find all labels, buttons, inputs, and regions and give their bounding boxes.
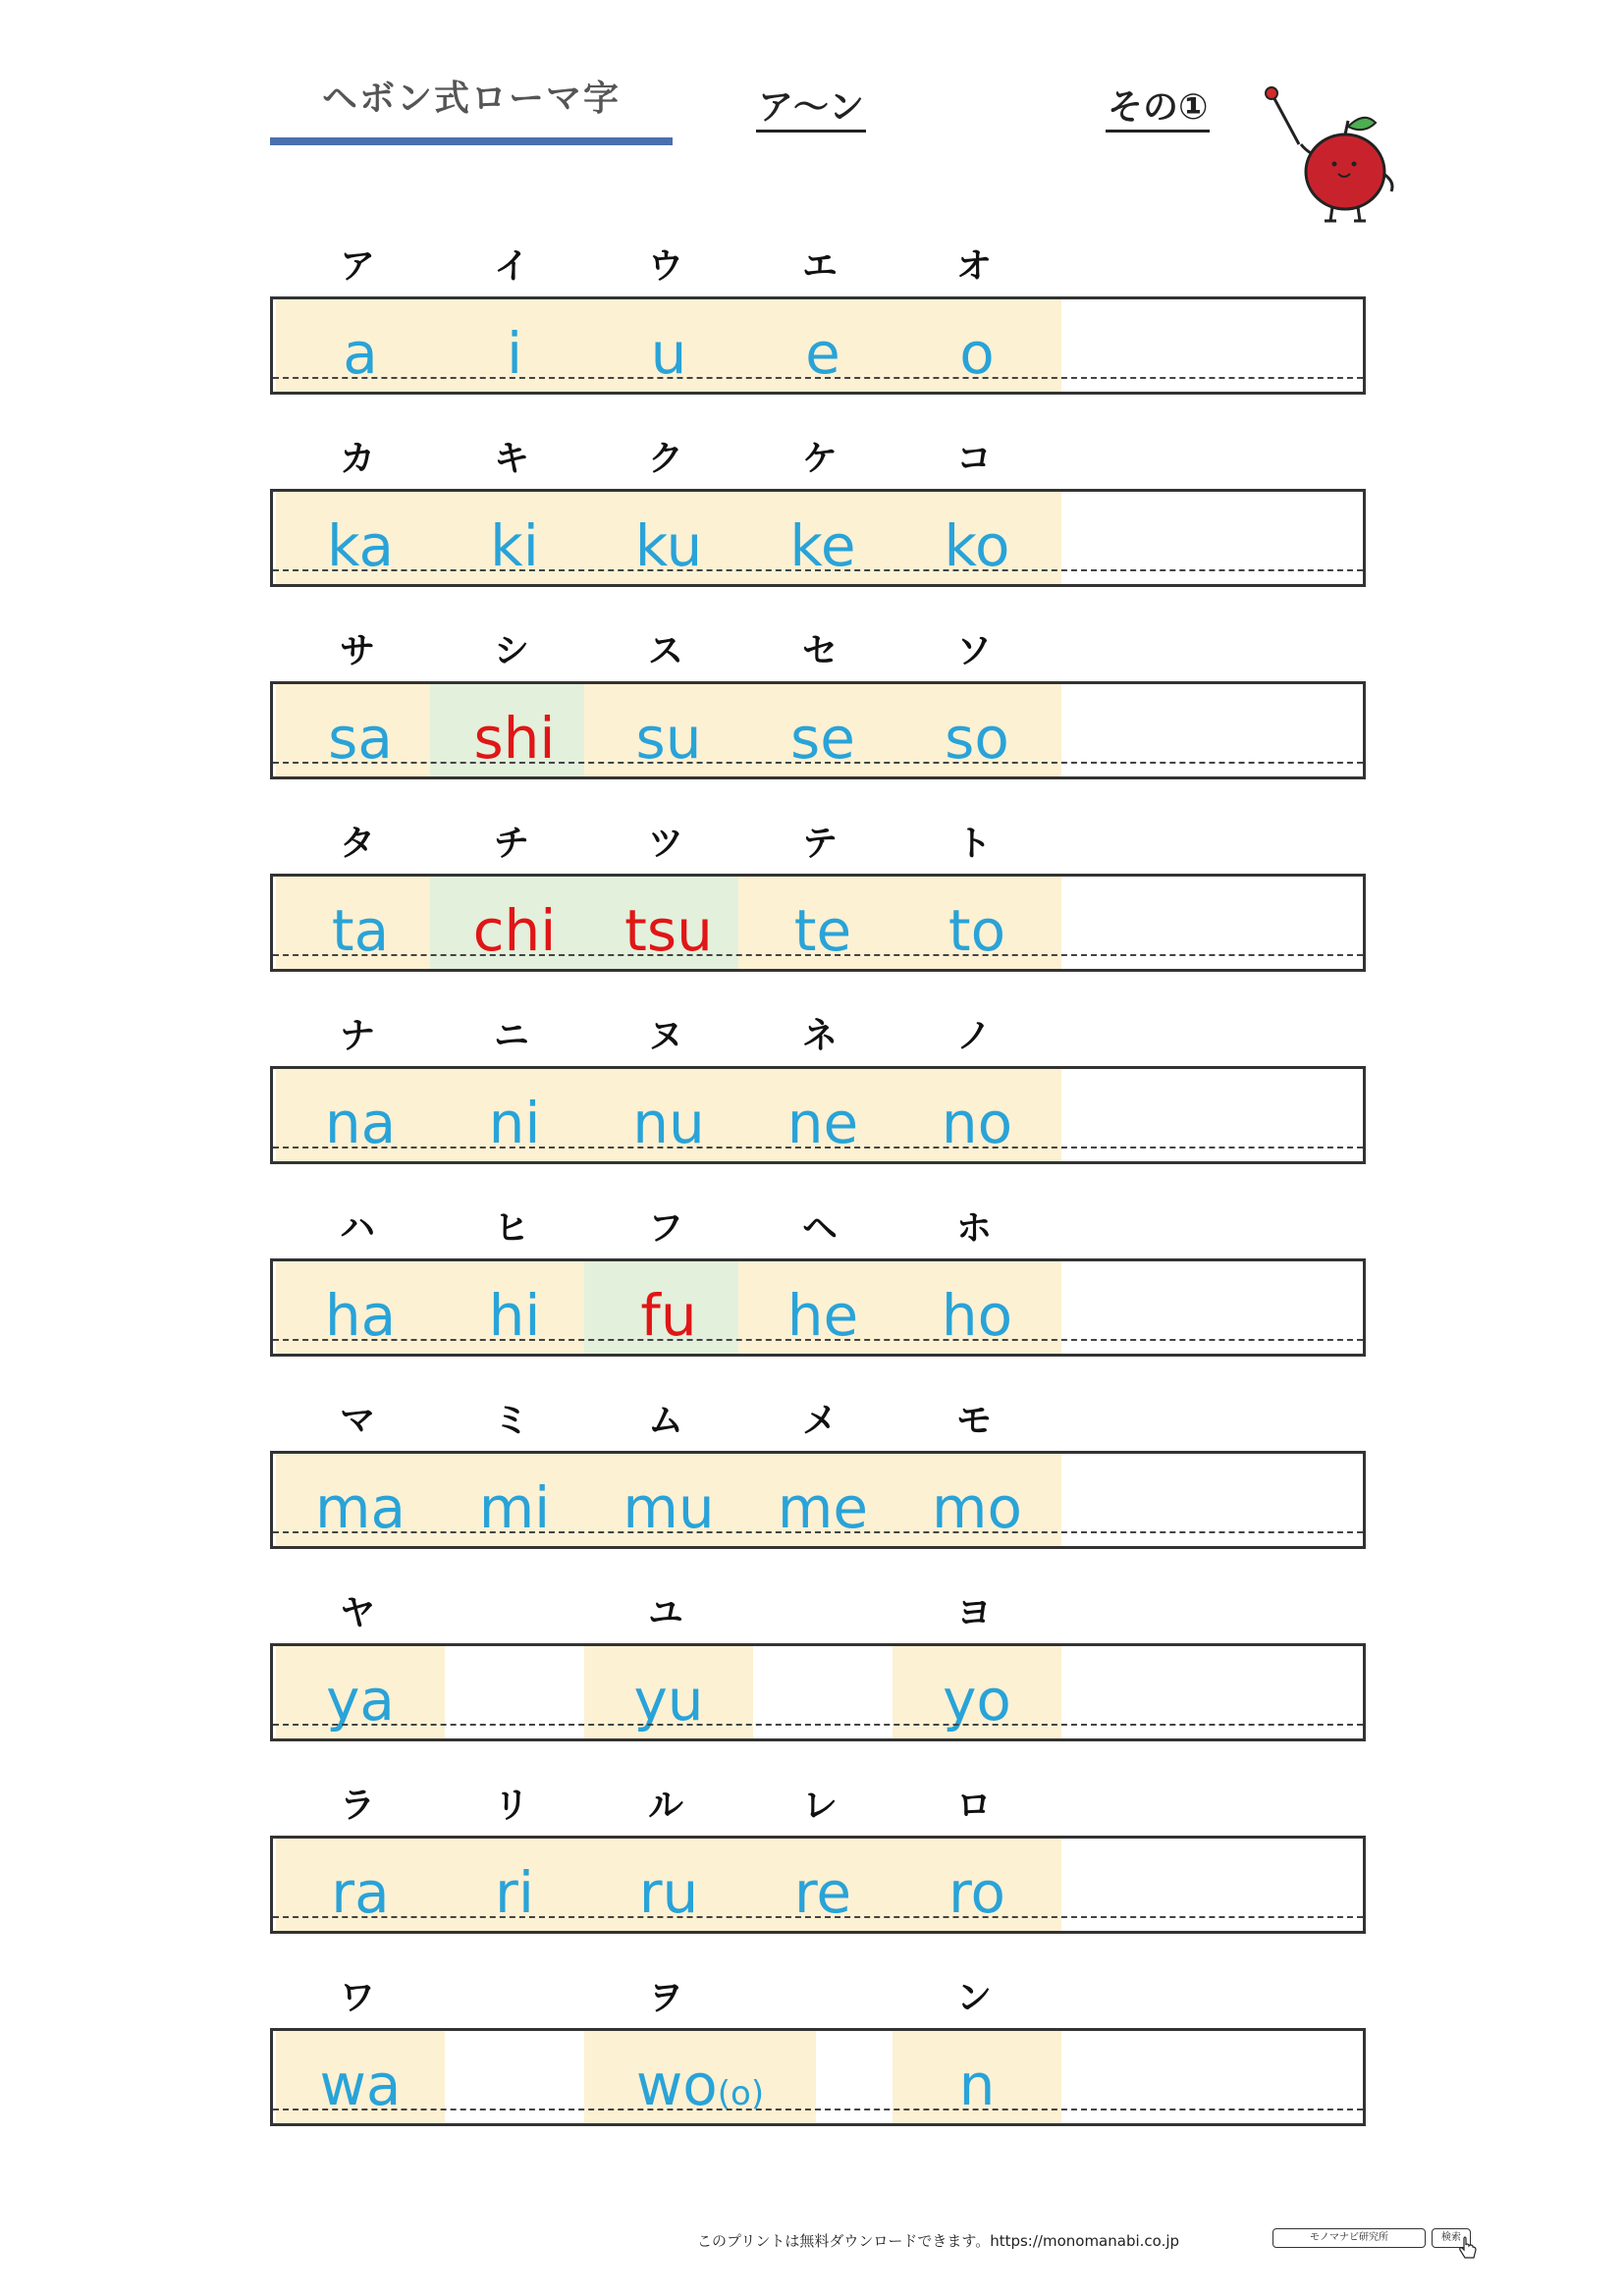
- table-row: [270, 1066, 1366, 1164]
- romaji-value: ra: [331, 1859, 390, 1926]
- kana-label: ケ: [801, 439, 838, 479]
- romaji-value: nu: [632, 1090, 705, 1156]
- romaji-value: wa: [319, 2052, 402, 2118]
- romaji-value: so: [945, 705, 1009, 772]
- baseline-guide: [273, 377, 1363, 379]
- kana-label: ア: [339, 246, 375, 287]
- kana-label: タ: [339, 824, 375, 864]
- romaji-value: sa: [328, 705, 393, 772]
- kana-label: ム: [647, 1401, 683, 1441]
- romaji-value: n: [958, 2052, 996, 2118]
- romaji-value: a: [343, 320, 378, 387]
- kana-label: ツ: [647, 824, 683, 864]
- romaji-value: ko: [944, 512, 1010, 579]
- romaji-value: mi: [478, 1474, 551, 1541]
- romaji-value: i: [506, 320, 523, 387]
- romaji-value: ma: [314, 1474, 406, 1541]
- romaji-value: chi: [472, 897, 557, 964]
- romaji-note: (o): [717, 2074, 765, 2113]
- kana-label: エ: [801, 246, 838, 287]
- romaji-value: e: [805, 320, 840, 387]
- romaji-value: u: [650, 320, 687, 387]
- kana-label: テ: [801, 824, 838, 864]
- romaji-value: ho: [941, 1282, 1013, 1349]
- kana-label: ヘ: [801, 1208, 838, 1249]
- kana-label: サ: [339, 631, 375, 671]
- search-input[interactable]: モノマナビ研究所: [1272, 2228, 1426, 2248]
- romaji-value: yu: [633, 1667, 704, 1734]
- romaji-value: ru: [638, 1859, 699, 1926]
- kana-label: マ: [339, 1401, 375, 1441]
- baseline-guide: [273, 762, 1363, 764]
- kana-label: カ: [339, 439, 375, 479]
- kana-label: ラ: [339, 1786, 375, 1826]
- table-row: [270, 489, 1366, 587]
- romaji-value: su: [635, 705, 702, 772]
- apple-mascot-icon: [1262, 83, 1409, 226]
- page-title: ヘボン式ローマ字: [321, 79, 621, 119]
- table-row: [270, 1836, 1366, 1934]
- kana-label: ニ: [493, 1016, 529, 1056]
- romaji-value: re: [793, 1859, 852, 1926]
- romaji-value: ke: [789, 512, 856, 579]
- romaji-value: ku: [634, 512, 703, 579]
- kana-label: セ: [801, 631, 838, 671]
- romaji-value: na: [324, 1090, 397, 1156]
- table-row: [270, 2028, 1366, 2126]
- baseline-guide: [273, 569, 1363, 571]
- romaji-value: te: [793, 897, 852, 964]
- romaji-value: ne: [786, 1090, 859, 1156]
- romaji-value: hi: [488, 1282, 541, 1349]
- baseline-guide: [273, 1339, 1363, 1341]
- kana-label: ン: [955, 1978, 992, 2018]
- kana-label: ネ: [801, 1016, 838, 1056]
- kana-label: ノ: [955, 1016, 992, 1056]
- search-button[interactable]: 検索: [1432, 2228, 1471, 2248]
- table-row: [270, 1258, 1366, 1357]
- romaji-value: fu: [640, 1282, 697, 1349]
- kana-label: ワ: [339, 1978, 375, 2018]
- kana-label: イ: [493, 246, 529, 287]
- kana-label: ソ: [955, 631, 992, 671]
- baseline-guide: [273, 2109, 1363, 2110]
- romaji-text: [584, 2051, 816, 2128]
- baseline-guide: [273, 954, 1363, 956]
- romaji-value: yo: [943, 1667, 1011, 1734]
- romaji-value: o: [959, 320, 995, 387]
- kana-label: キ: [493, 439, 529, 479]
- hand-cursor-icon: [1457, 2236, 1479, 2262]
- kana-label: ス: [647, 631, 683, 671]
- romaji-value: ki: [490, 512, 539, 579]
- romaji-value: to: [947, 897, 1006, 964]
- kana-label: ヒ: [493, 1208, 529, 1249]
- romaji-value: me: [777, 1474, 869, 1541]
- kana-label: ク: [647, 439, 683, 479]
- kana-label: ト: [955, 824, 992, 864]
- table-row: [270, 874, 1366, 972]
- kana-label: オ: [955, 246, 992, 287]
- kana-label: メ: [801, 1401, 838, 1441]
- kana-label: シ: [493, 631, 529, 671]
- romaji-value: he: [786, 1282, 859, 1349]
- romaji-value: wo: [635, 2052, 718, 2118]
- baseline-guide: [273, 1531, 1363, 1533]
- kana-label: ナ: [339, 1016, 375, 1056]
- kana-label: チ: [493, 824, 529, 864]
- baseline-guide: [273, 1147, 1363, 1148]
- romaji-value: ta: [331, 897, 390, 964]
- kana-label: モ: [955, 1401, 992, 1441]
- table-row: [270, 1451, 1366, 1549]
- romaji-value: tsu: [624, 897, 713, 964]
- table-row: [270, 681, 1366, 779]
- table-row: [270, 296, 1366, 395]
- kana-label: レ: [801, 1786, 838, 1826]
- baseline-guide: [273, 1724, 1363, 1726]
- kana-label: リ: [493, 1786, 529, 1826]
- romaji-value: ka: [326, 512, 395, 579]
- kana-label: ロ: [955, 1786, 992, 1826]
- kana-label: ミ: [493, 1401, 529, 1441]
- kana-label: ホ: [955, 1208, 992, 1249]
- romaji-value: ni: [488, 1090, 541, 1156]
- romaji-value: ro: [947, 1859, 1006, 1926]
- kana-label: ヤ: [339, 1593, 375, 1633]
- kana-label: ヨ: [955, 1593, 992, 1633]
- romaji-value: no: [941, 1090, 1013, 1156]
- romaji-value: ha: [324, 1282, 397, 1349]
- kana-range: ア～ン: [756, 86, 866, 133]
- romaji-value: se: [790, 705, 855, 772]
- kana-label: ハ: [339, 1208, 375, 1249]
- romaji-value: ya: [326, 1667, 395, 1734]
- kana-label: ユ: [647, 1593, 683, 1633]
- romaji-value: mu: [623, 1474, 715, 1541]
- kana-label: ル: [647, 1786, 683, 1826]
- romaji-value: mo: [932, 1474, 1022, 1541]
- romaji-value: ri: [495, 1859, 534, 1926]
- footer-note: このプリントは無料ダウンロードできます。https://monomanabi.co.jp: [697, 2232, 1180, 2250]
- table-row: [270, 1643, 1366, 1741]
- kana-label: フ: [647, 1208, 683, 1249]
- kana-label: ヌ: [647, 1016, 683, 1056]
- kana-label: コ: [955, 439, 992, 479]
- kana-label: ウ: [647, 246, 683, 287]
- sheet-number: その①: [1106, 86, 1210, 133]
- baseline-guide: [273, 1916, 1363, 1918]
- kana-label: ヲ: [647, 1978, 683, 2018]
- romaji-value: shi: [473, 705, 556, 772]
- title-underline: [270, 137, 673, 145]
